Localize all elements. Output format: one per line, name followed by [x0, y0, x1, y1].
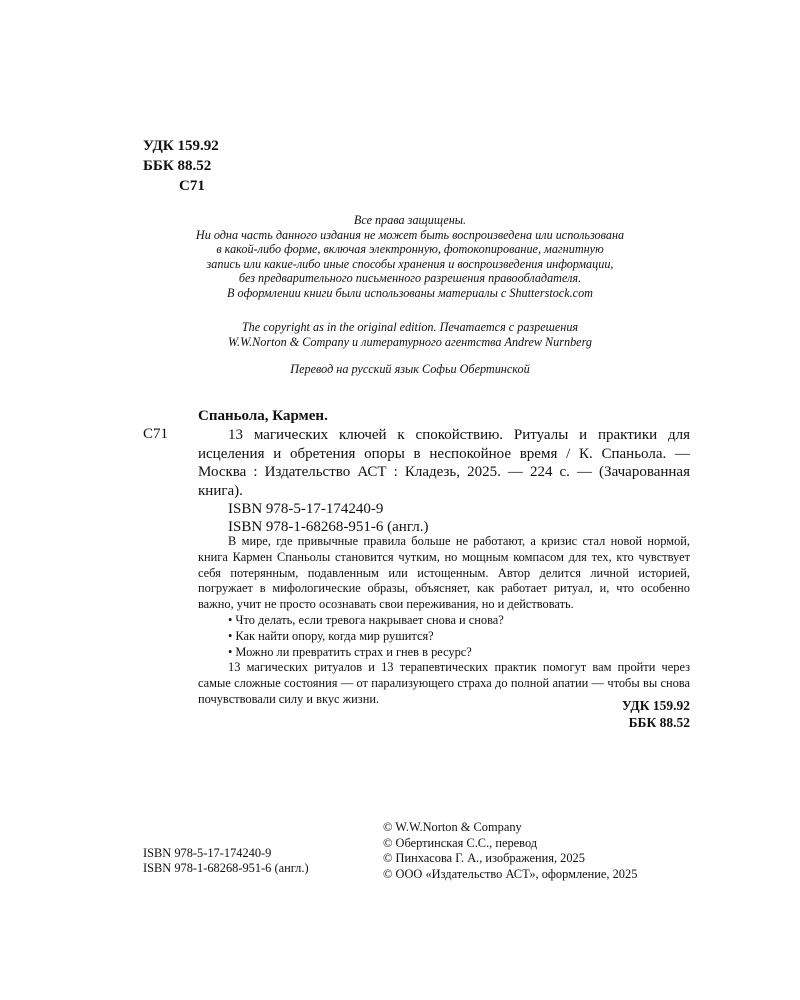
- classification-codes: [143, 136, 219, 196]
- isbn-russian: ISBN 978-5-17-174240-9: [228, 501, 384, 517]
- isbn-russian: ISBN 978-5-17-174240-9: [143, 846, 272, 860]
- rights-line: В оформлении книги были использованы материалы с Shutterstock.com: [227, 285, 593, 300]
- bibliographic-author-mark: С71: [143, 426, 169, 442]
- bbk-code: ББК 88.52: [143, 158, 212, 174]
- rights-line: в какой-либо форме, включая электронную, фотокопирование, магнитную: [216, 242, 604, 257]
- copyright-entry: © Обертинская С.С., перевод: [383, 835, 538, 850]
- bibliographic-isbn: [228, 500, 428, 536]
- rights-line: Ни одна часть данного издания не может быть воспроизведена или использована: [195, 227, 625, 242]
- copyright-entry: © Пинхасова Г. А., изображения, 2025: [383, 851, 585, 865]
- rights-notice: [140, 213, 680, 301]
- rights-line: без предварительного письменного разрешения правообладателя.: [238, 271, 582, 286]
- isbn-english: ISBN 978-1-68268-951-6 (англ.): [143, 861, 309, 875]
- udk-code: УДК 159.92: [143, 138, 219, 154]
- isbn-english: ISBN 978-1-68268-951-6 (англ.): [228, 519, 429, 535]
- annotation-bullet: • Что делать, если тревога накрывает снова и снова?: [228, 612, 504, 627]
- copyright-entry: © ООО «Издательство АСТ», оформление, 2025: [383, 866, 638, 881]
- bbk-code: ББК 88.52: [628, 715, 690, 730]
- copyright-line: The copyright as in the original edition. Печатается с разрешения: [241, 320, 579, 334]
- copyright-line: W.W.Norton & Company и литературного агентства Andrew Nurnberg: [228, 334, 592, 349]
- copyright-list: [383, 820, 637, 882]
- copyright-notice: [140, 320, 680, 349]
- bibliographic-author: Спаньола, Кармен.: [198, 408, 328, 424]
- footer-isbn: [143, 846, 309, 876]
- bibliographic-description: 13 магических ключей к спокойствию. Ритуалы и практики для исцеления и обретения опоры в неспокойное время / К. Спаньола. — Москва : Издательство АСТ : Кладезь, 2025. — 224 с. — (Зачарованная книга).: [198, 427, 690, 499]
- author-mark: С71: [179, 178, 205, 194]
- rights-line: Все права защищены.: [353, 213, 467, 227]
- annotation-bullet: • Как найти опору, когда мир рушится?: [228, 628, 434, 643]
- annotation-codes: [560, 697, 690, 731]
- annotation-bullet: • Можно ли превратить страх и гнев в ресурс?: [228, 644, 472, 659]
- udk-code: УДК 159.92: [621, 698, 690, 713]
- annotation-paragraph: В мире, где привычные правила больше не работают, а кризис стал новой нормой, книга Кармен Спаньолы становится чутким, но мощным компасом для тех, кто чувствует себя потерянным, подавленным или истощенным. Автор делится личной историей, погружает в мифологические образы, объясняет, как работает ритуал, и, что особенно важно, учит не просто осознавать свои переживания, но и действовать.: [198, 534, 690, 612]
- annotation: [198, 534, 690, 708]
- copyright-entry: © W.W.Norton & Company: [383, 820, 522, 834]
- annotation-paragraph: 13 магических ритуалов и 13 терапевтических практик помогут вам пройти через самые сложные состояния — от парализующего страха до полной апатии — чтобы вы снова почувствовали силу и вкус жизни.: [198, 660, 690, 706]
- rights-line: запись или какие-либо иные способы хранения и воспроизведения информации,: [206, 256, 614, 271]
- translator-credit: Перевод на русский язык Софьи Обертинской: [290, 362, 530, 376]
